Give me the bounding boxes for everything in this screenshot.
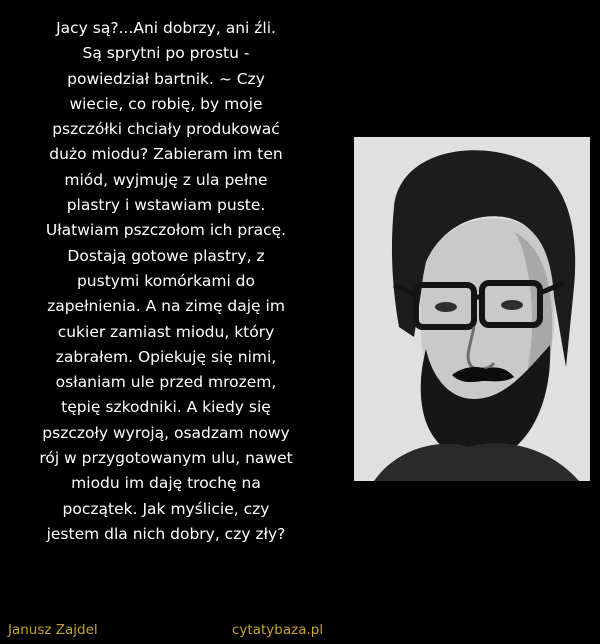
quote-text <box>8 16 324 547</box>
quote-line: początek. Jak myślicie, czy <box>62 499 270 518</box>
quote-line: jestem dla nich dobry, czy zły? <box>46 524 286 543</box>
quote-line: pszczoły wyroją, osadzam nowy <box>42 423 290 442</box>
quote-line: Ułatwiam pszczołom ich pracę. <box>45 221 287 240</box>
quote-line: pszczółki chciały produkować <box>52 120 280 139</box>
quote-line: wiecie, co robię, by moje <box>69 94 263 113</box>
quote-line: miodu im daję trochę na <box>71 474 261 493</box>
author-photo <box>354 137 590 481</box>
quote-line: Są sprytni po prostu - <box>82 44 250 63</box>
author-name[interactable]: Janusz Zajdel <box>8 622 98 638</box>
quote-line: zapełnienia. A na zimę daję im <box>47 297 285 316</box>
quote-line: plastry i wstawiam puste. <box>66 196 266 215</box>
quote-line: Jacy są?...Ani dobrzy, ani źli. <box>56 19 276 37</box>
quote-line: cukier zamiast miodu, który <box>57 322 275 341</box>
quote-line: tępię szkodniki. A kiedy się <box>61 398 271 417</box>
quote-line: powiedział bartnik. ~ Czy <box>67 69 265 88</box>
quote-line: pustymi komórkami do <box>76 271 256 290</box>
quote-line: dużo miodu? Zabieram im ten <box>49 145 283 164</box>
quote-line: Dostają gotowe plastry, z <box>67 246 265 265</box>
site-name[interactable]: cytatybaza.pl <box>232 622 324 638</box>
quote-line: rój w przygotowanym ulu, nawet <box>39 449 293 468</box>
quote-line: zabrałem. Opiekuję się nimi, <box>55 347 277 366</box>
quote-line: osłaniam ule przed mrozem, <box>55 373 277 392</box>
quote-line: miód, wyjmuję z ula pełne <box>64 170 268 189</box>
